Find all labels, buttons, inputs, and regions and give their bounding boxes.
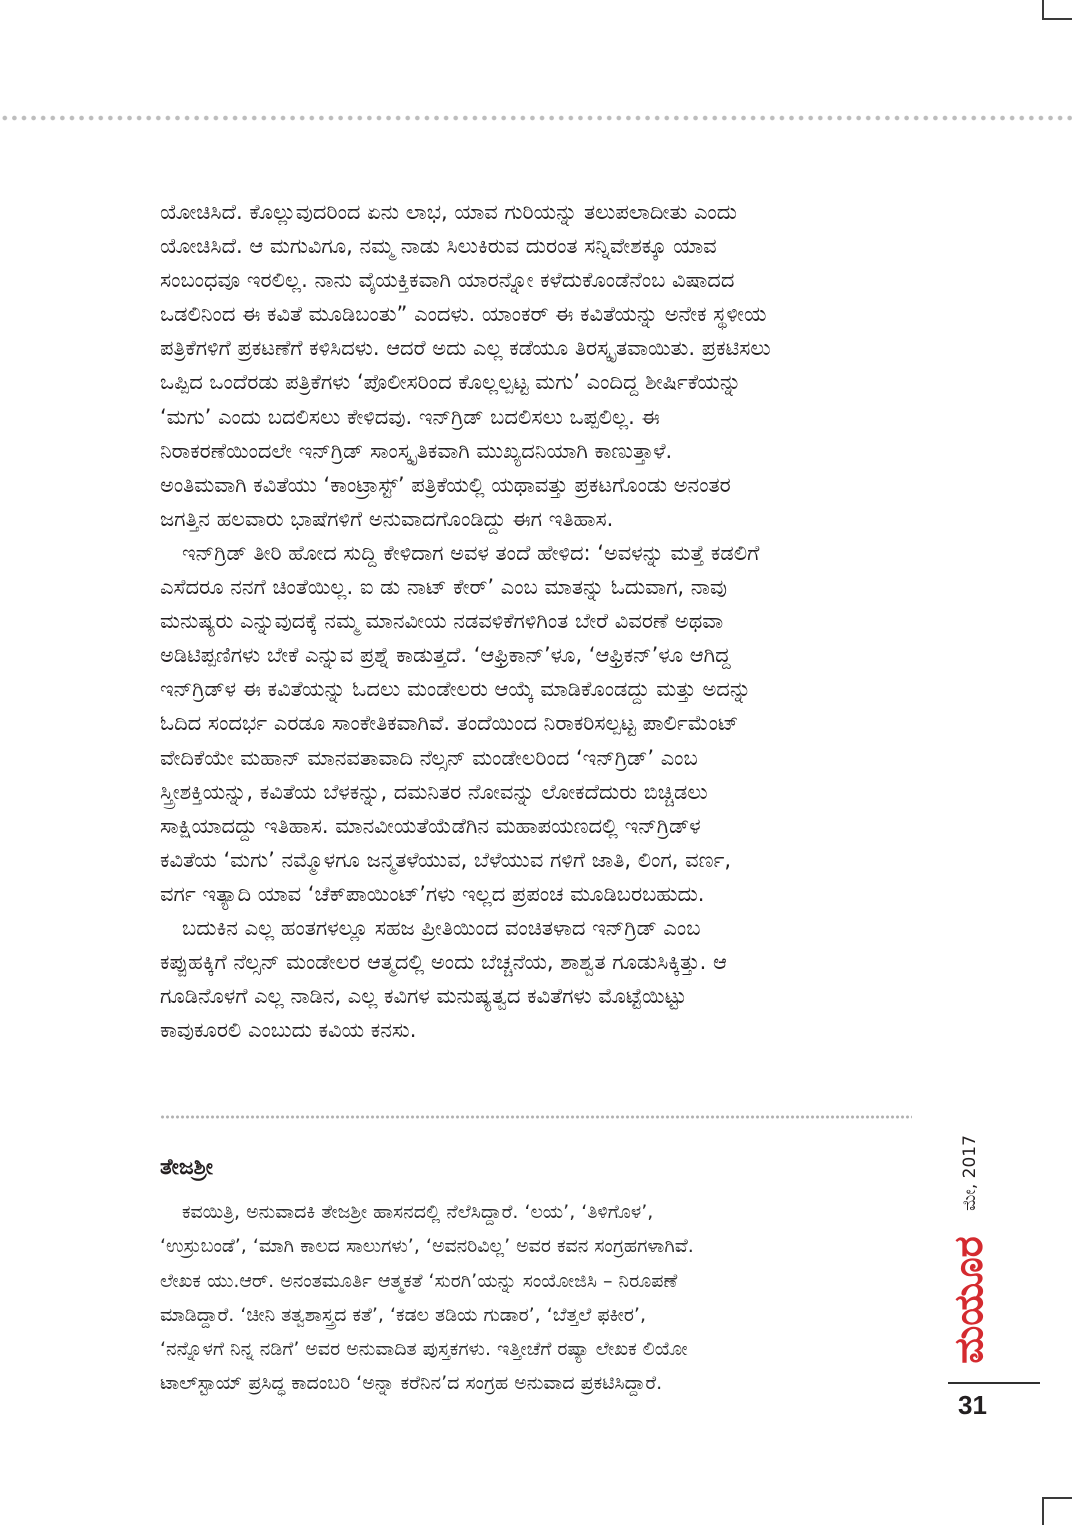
text-line: ಎಸೆದರೂ ನನಗೆ ಚಿಂತೆಯಿಲ್ಲ. ಐ ಡು ನಾಟ್ ಕೇರ್’ ಎಂಬ ಮಾತನ್ನು ಓದುವಾಗ, ನಾವು xyxy=(160,575,727,600)
author-separator-dotted-rule xyxy=(160,1115,912,1119)
text-line: ವೇದಿಕೆಯೇ ಮಹಾನ್ ಮಾನವತಾವಾದಿ ನೆಲ್ಸನ್ ಮಂಡೇಲರಿಂದ ‘ಇನ್‌ಗ್ರಿಡ್’ ಎಂಬ xyxy=(160,745,698,770)
text-line: ಕಪ್ಪುಹಕ್ಕಿಗೆ ನೆಲ್ಸನ್ ಮಂಡೇಲರ ಆತ್ಮದಲ್ಲಿ ಅಂದು ಬೆಚ್ಚನೆಯ, ಶಾಶ್ವತ ಗೂಡುಸಿಕ್ಕಿತ್ತು. ಆ xyxy=(160,950,727,975)
text-line: ಅಡಿಟಿಪ್ಪಣಿಗಳು ಬೇಕೆ ಎನ್ನುವ ಪ್ರಶ್ನೆ ಕಾಡುತ್ತದೆ. ‘ಆಫ್ರಿಕಾನ್’ಳೂ, ‘ಆಫ್ರಿಕನ್’ಳೂ ಆಗಿದ್ದ xyxy=(160,643,731,668)
text-line: ಯೋಚಿಸಿದೆ. ಆ ಮಗುವಿಗೂ, ನಮ್ಮ ನಾಡು ಸಿಲುಕಿರುವ ದುರಂತ ಸನ್ನಿವೇಶಕ್ಕೂ ಯಾವ xyxy=(160,234,717,259)
author-bio xyxy=(160,1195,914,1401)
text-line: ವರ್ಗ ಇತ್ಯಾದಿ ಯಾವ ‘ಚೆಕ್‌ಪಾಯಿಂಟ್’ಗಳು ಇಲ್ಲದ ಪ್ರಪಂಚ ಮೂಡಿಬರಬಹುದು. xyxy=(160,881,705,906)
text-line: ಸ್ತ್ರೀಶಕ್ತಿಯನ್ನು, ಕವಿತೆಯ ಬೆಳಕನ್ನು, ದಮನಿತರ ನೋವನ್ನು ಲೋಕದೆದುರು ಬಿಚ್ಚಿಡಲು xyxy=(160,779,708,804)
text-line: ಸಾಕ್ಷಿಯಾದದ್ದು ಇತಿಹಾಸ. ಮಾನವೀಯತೆಯೆಡೆಗಿನ ಮಹಾಪಯಣದಲ್ಲಿ ಇನ್‌ಗ್ರಿಡ್‌ಳ xyxy=(160,813,701,838)
article-body xyxy=(160,195,914,1047)
text-line: ಒಡಲಿನಿಂದ ಈ ಕವಿತೆ ಮೂಡಿಬಂತು” ಎಂದಳು. ಯಾಂಕರ್ ಈ ಕವಿತೆಯನ್ನು ಅನೇಕ ಸ್ಥಳೀಯ xyxy=(160,302,767,327)
text-line: ಮನುಷ್ಯರು ಎನ್ನುವುದಕ್ಕೆ ನಮ್ಮ ಮಾನವೀಯ ನಡವಳಿಕೆಗಳಿಗಿಂತ ಬೇರೆ ವಿವರಣೆ ಅಥವಾ xyxy=(160,609,724,634)
author-name-heading: ತೇಜಶ್ರೀ xyxy=(160,1155,214,1180)
text-line: ‘ಮಗು’ ಎಂದು ಬದಲಿಸಲು ಕೇಳಿದವು. ಇನ್‌ಗ್ರಿಡ್ ಬದಲಿಸಲು ಒಪ್ಪಲಿಲ್ಲ. ಈ xyxy=(160,404,660,429)
bio-line: ಲೇಖಕ ಯು.ಆರ್. ಅನಂತಮೂರ್ತಿ ಆತ್ಮಕತೆ ‘ಸುರಗಿ’ಯನ್ನು ಸಂಯೋಜಿಸಿ – ನಿರೂಪಣೆ xyxy=(160,1269,678,1292)
text-line: ಯೋಚಿಸಿದೆ. ಕೊಲ್ಲುವುದರಿಂದ ಏನು ಲಾಭ, ಯಾವ ಗುರಿಯನ್ನು ತಲುಪಲಾದೀತು ಎಂದು xyxy=(160,200,737,224)
text-line: ಬದುಕಿನ ಎಲ್ಲ ಹಂತಗಳಲ್ಲೂ ಸಹಜ ಪ್ರೀತಿಯಿಂದ ವಂಚಿತಳಾದ ಇನ್‌ಗ್ರಿಡ್ ಎಂಬ xyxy=(182,915,701,940)
text-line: ಸಂಬಂಧವೂ ಇರಲಿಲ್ಲ. ನಾನು ವೈಯಕ್ತಿಕವಾಗಿ ಯಾರನ್ನೋ ಕಳೆದುಕೊಂಡೆನೆಂಬ ವಿಷಾದದ xyxy=(160,268,735,293)
text-line: ನಿರಾಕರಣೆಯಿಂದಲೇ ಇನ್‌ಗ್ರಿಡ್ ಸಾಂಸ್ಕೃತಿಕವಾಗಿ ಮುಖ್ಯದನಿಯಾಗಿ ಕಾಣುತ್ತಾಳೆ. xyxy=(160,438,673,463)
text-line: ಇನ್‌ಗ್ರಿಡ್ ತೀರಿ ಹೋದ ಸುದ್ದಿ ಕೇಳಿದಾಗ ಅವಳ ತಂದೆ ಹೇಳಿದ: ‘ಅವಳನ್ನು ಮತ್ತೆ ಕಡಲಿಗೆ xyxy=(182,540,760,565)
paragraph-3 xyxy=(160,911,914,1047)
text-line: ಜಗತ್ತಿನ ಹಲವಾರು ಭಾಷೆಗಳಿಗೆ ಅನುವಾದಗೊಂಡಿದ್ದು ಈಗ ಇತಿಹಾಸ. xyxy=(160,506,614,531)
text-line: ಅಂತಿಮವಾಗಿ ಕವಿತೆಯು ‘ಕಾಂಟ್ರಾಸ್ಟ್’ ಪತ್ರಿಕೆಯಲ್ಲಿ ಯಥಾವತ್ತು ಪ್ರಕಟಗೊಂಡು ಅನಂತರ xyxy=(160,472,731,497)
bio-line: ‘ನನ್ನೊಳಗೆ ನಿನ್ನ ನಡಿಗೆ’ ಅವರ ಅನುವಾದಿತ ಪುಸ್ತಕಗಳು. ಇತ್ತೀಚೆಗೆ ರಷ್ಯಾ ಲೇಖಕ ಲಿಯೋ xyxy=(160,1338,688,1361)
text-line: ಪತ್ರಿಕೆಗಳಿಗೆ ಪ್ರಕಟಣೆಗೆ ಕಳಿಸಿದಳು. ಆದರೆ ಅದು ಎಲ್ಲ ಕಡೆಯೂ ತಿರಸ್ಕೃತವಾಯಿತು. ಪ್ರಕಟಿಸಲು xyxy=(160,336,771,361)
issue-date: ಮೇ, 2017 xyxy=(960,1135,980,1211)
text-line: ಕವಿತೆಯ ‘ಮಗು’ ನಮ್ಮೊಳಗೂ ಜನ್ಮತಳೆಯುವ, ಬೆಳೆಯುವ ಗಳಿಗೆ ಜಾತಿ, ಲಿಂಗ, ವರ್ಣ, xyxy=(160,847,732,872)
paragraph-2 xyxy=(160,536,914,911)
crop-mark-bottom-right-vertical xyxy=(1042,1497,1044,1525)
mayura-logo: ಮಯೂರ xyxy=(946,1236,992,1364)
bio-line: ಮಾಡಿದ್ದಾರೆ. ‘ಚೀನಿ ತತ್ವಶಾಸ್ತ್ರದ ಕತೆ’, ‘ಕಡಲ ತಡಿಯ ಗುಡಾರ’, ‘ಬೆತ್ತಲೆ ಫಕೀರ’, xyxy=(160,1303,646,1326)
crop-mark-top-right-vertical xyxy=(1042,0,1044,19)
text-line: ಗೂಡಿನೊಳಗೆ ಎಲ್ಲ ನಾಡಿನ, ಎಲ್ಲ ಕವಿಗಳ ಮನುಷ್ಯತ್ವದ ಕವಿತೆಗಳು ಮೊಟ್ಟೆಯಿಟ್ಟು xyxy=(160,984,687,1009)
paragraph-1 xyxy=(160,195,914,536)
page-number: 31 xyxy=(958,1390,987,1420)
text-line: ಓದಿದ ಸಂದರ್ಭ ಎರಡೂ ಸಾಂಕೇತಿಕವಾಗಿವೆ. ತಂದೆಯಿಂದ ನಿರಾಕರಿಸಲ್ಪಟ್ಟ ಪಾರ್ಲಿಮೆಂಟ್ xyxy=(160,711,739,736)
crop-mark-top-right-horizontal xyxy=(1042,18,1072,20)
text-line: ಇನ್‌ಗ್ರಿಡ್‌ಳ ಈ ಕವಿತೆಯನ್ನು ಓದಲು ಮಂಡೇಲರು ಆಯ್ಕೆ ಮಾಡಿಕೊಂಡದ್ದು ಮತ್ತು ಅದನ್ನು xyxy=(160,677,752,702)
text-line: ಕಾವುಕೂರಲಿ ಎಂಬುದು ಕವಿಯ ಕನಸು. xyxy=(160,1018,417,1043)
page-number-rule xyxy=(948,1382,1040,1384)
bio-line: ಕವಯಿತ್ರಿ, ಅನುವಾದಕಿ ತೇಜಶ್ರೀ ಹಾಸನದಲ್ಲಿ ನೆಲೆಸಿದ್ದಾರೆ. ‘ಲಯ’, ‘ತಿಳಿಗೊಳ’, xyxy=(182,1201,654,1223)
top-dotted-rule xyxy=(0,115,1072,121)
bio-line: ಟಾಲ್‌ಸ್ಟಾಯ್ ಪ್ರಸಿದ್ಧ ಕಾದಂಬರಿ ‘ಅನ್ನಾ ಕರೆನಿನ’ದ ಸಂಗ್ರಹ ಅನುವಾದ ಪ್ರಕಟಿಸಿದ್ದಾರೆ. xyxy=(160,1372,663,1395)
text-line: ಒಪ್ಪಿದ ಒಂದೆರಡು ಪತ್ರಿಕೆಗಳು ‘ಪೊಲೀಸರಿಂದ ಕೊಲ್ಲಲ್ಪಟ್ಟ ಮಗು’ ಎಂದಿದ್ದ ಶೀರ್ಷಿಕೆಯನ್ನು xyxy=(160,370,742,395)
crop-mark-bottom-right-horizontal xyxy=(1042,1497,1072,1499)
bio-line: ‘ಉಸ್ರುಬಂಡೆ’, ‘ಮಾಗಿ ಕಾಲದ ಸಾಲುಗಳು’, ‘ಅವನರಿವಿಲ್ಲ’ ಅವರ ಕವನ ಸಂಗ್ರಹಗಳಾಗಿವೆ. xyxy=(160,1235,694,1258)
